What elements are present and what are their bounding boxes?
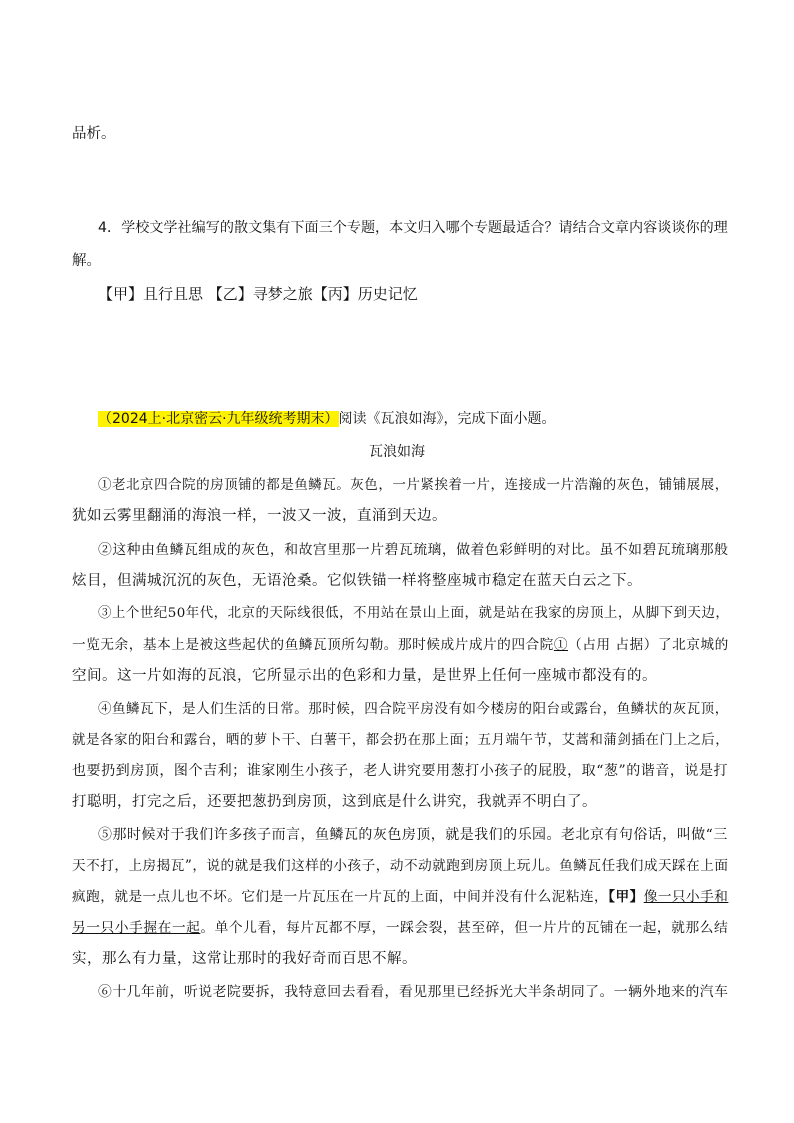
underlined-sentence-part-1: 像一只小手和 — [643, 889, 729, 905]
p3-line-2-choice: （占用 占据）了北京城的 — [568, 637, 729, 653]
p1-line-2: 犹如云雾里翻涌的海浪一样，一波又一波，直涌到天边。 — [72, 508, 447, 524]
p5-line-4 — [72, 918, 728, 938]
article-title: 瓦浪如海 — [369, 444, 425, 460]
p5-line-3-text: 疯跑，就是一点儿也不坏。它们是一片瓦压在一片瓦的上面，中间并没有什么泥粘连， — [72, 889, 609, 905]
question-4-options: 【甲】且行且思 【乙】寻梦之旅【丙】历史记忆 — [98, 285, 418, 303]
p5-line-4-text: 。单个儿看，每片瓦都不厚，一踩会裂，甚至碎，但一片片的瓦铺在一起，就那么结 — [200, 920, 729, 936]
underlined-sentence-part-2: 另一只小手握在一起 — [72, 920, 201, 936]
top-fragment: 品析。 — [72, 126, 116, 142]
source-instruction: 阅读《瓦浪如海》，完成下面小题。 — [338, 411, 556, 427]
source-highlight: （2024上·北京密云·九年级统考期末） — [98, 411, 339, 427]
question-4-line-1: 4．学校文学社编写的散文集有下面三个专题，本文归入哪个专题最适合？请结合文章内容谈谈你的理 — [98, 220, 728, 236]
question-4-line-2: 解。 — [72, 253, 101, 269]
p2-line-1: ②这种由鱼鳞瓦组成的灰色，和故宫里那一片碧瓦琉璃，做着色彩鲜明的对比。虽不如碧瓦琉璃那般 — [98, 542, 729, 558]
p5-line-2: 天不打，上房揭瓦”，说的就是我们这样的小孩子，动不动就跑到房顶上玩儿。鱼鳞瓦任我们成天踩在上面 — [72, 858, 729, 874]
p5-line-5: 实，那么有力量，这常让那时的我好奇而百思不解。 — [72, 951, 417, 967]
marker-jia: 【甲】 — [608, 889, 644, 905]
p4-line-4: 打聪明，打完之后，还要把葱扔到房顶，这到底是什么讲究，我就弄不明白了。 — [72, 794, 597, 810]
p3-line-3: 空间。这一片如海的瓦浪，它所显示出的色彩和力量，是世界上任何一座城市都没有的。 — [72, 668, 657, 684]
p1-line-1: ①老北京四合院的房顶铺的都是鱼鳞瓦。灰色，一片紧挨着一片，连接成一片浩瀚的灰色，铺铺展展， — [98, 477, 729, 493]
p3-line-2 — [72, 635, 729, 655]
p4-line-3: 也要扔到房顶，图个吉利；谁家刚生小孩子，老人讲究要用葱打小孩子的屁股，取“葱”的谐音，说是打 — [72, 763, 729, 779]
source-line — [98, 409, 556, 429]
p3-line-2-text: 一览无余，基本上是被这些起伏的鱼鳞瓦顶所勾勒。那时候成片成片的四合院 — [72, 637, 554, 653]
p5-line-1: ⑤那时候对于我们许多孩子而言，鱼鳞瓦的灰色房顶，就是我们的乐园。老北京有句俗话，叫做“三 — [98, 827, 728, 843]
p6-line-1: ⑥十几年前，听说老院要拆，我特意回去看看，看见那里已经拆光大半条胡同了。一辆外地来的汽车 — [98, 984, 729, 1000]
p2-line-2: 炫目，但满城沉沉的灰色，无语沧桑。它似铁锚一样将整座城市稳定在蓝天白云之下。 — [72, 573, 642, 589]
p3-line-1: ③上个世纪50年代，北京的天际线很低，不用站在景山上面，就是站在我家的房顶上，从脚下到天边， — [98, 606, 730, 621]
p4-line-2: 就是各家的阳台和露台，晒的萝卜干、白薯干，都会扔在那上面；五月端午节，艾蒿和蒲剑插在门上之后， — [72, 732, 730, 748]
p4-line-1: ④鱼鳞瓦下，是人们生活的日常。那时候，四合院平房没有如今楼房的阳台或露台，鱼鳞状的灰瓦顶， — [98, 701, 729, 717]
p5-line-3 — [72, 887, 728, 907]
blank-1-marker: ① — [553, 637, 569, 653]
